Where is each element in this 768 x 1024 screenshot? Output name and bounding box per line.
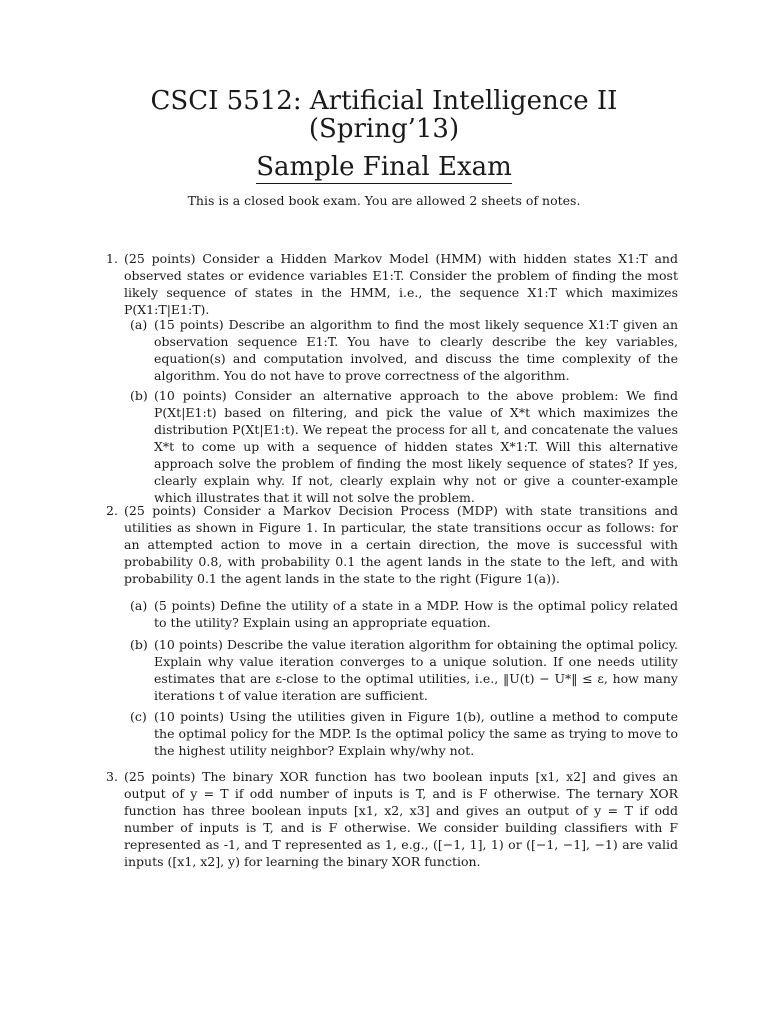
question-1-part-a	[130, 316, 678, 384]
part-text: (5 points) Define the utility of a state in a MDP. How is the optimal policy related to the utility? Explain using an appropriate equation.	[154, 598, 678, 630]
term-title: (Spring’13)	[308, 114, 460, 144]
question-2	[106, 502, 678, 587]
part-text: (10 points) Consider an alternative approach to the above problem: We find P(Xt|E1:t) based on filtering, and pick the value of X*t which maximizes the distribution P(Xt|E1:t). We repeat the process for all t, and concatenate the values X*t to come up with a sequence of hidden states X*1:T. Will this alternative approach solve the problem of finding the most likely sequence of states? If yes, clearly explain why. If not, clearly explain why not or give a counter-example which illustrates that it will not solve the problem.	[154, 388, 678, 505]
question-number: 1.	[106, 251, 118, 266]
exam-instructions: This is a closed book exam. You are allowed 2 sheets of notes.	[187, 193, 581, 208]
question-text: (25 points) Consider a Markov Decision Process (MDP) with state transitions and utilities as shown in Figure 1. In particular, the state transitions occur as follows: for an attempted action to move in a certain direction, the move is successful with probability 0.8, with probability 0.1 the agent lands in the state to the left, and with probability 0.1 the agent lands in the state to the right (Figure 1(a)).	[124, 503, 678, 586]
part-text: (10 points) Describe the value iteration algorithm for obtaining the optimal policy. Explain why value iteration converges to a unique solution. If one needs utility estimates that are ε-close to the optimal utilities, i.e., ‖U(t) − U*‖ ≤ ε, how many iterations t of value iteration are sufficient.	[154, 637, 678, 703]
exam-title	[0, 152, 768, 184]
question-number: 3.	[106, 769, 118, 784]
part-label: (b)	[130, 388, 148, 403]
question-2-part-c	[130, 708, 678, 759]
question-number: 2.	[106, 503, 118, 518]
exam-title-text: Sample Final Exam	[256, 152, 512, 182]
question-2-part-b	[130, 636, 678, 704]
question-text: (25 points) The binary XOR function has two boolean inputs [x1, x2] and gives an output of y = T if odd number of inputs is T, and is F otherwise. The ternary XOR function has three boolean inputs [x1, x2, x3] and gives an output of y = T if odd number of inputs is T, and is F otherwise. We consider building classifiers with F represented as -1, and T represented as 1, e.g., ([−1, 1], 1) or ([−1, −1], −1) are valid inputs ([x1, x2], y) for learning the binary XOR function.	[124, 769, 678, 869]
course-title: CSCI 5512: Artificial Intelligence II	[150, 86, 618, 116]
part-label: (a)	[130, 317, 148, 332]
question-2-part-a	[130, 597, 678, 631]
part-label: (b)	[130, 637, 148, 652]
question-1	[106, 250, 678, 318]
part-text: (10 points) Using the utilities given in Figure 1(b), outline a method to compute the optimal policy for the MDP. Is the optimal policy the same as trying to move to the highest utility neighbor? Explain why/why not.	[154, 709, 678, 758]
part-label: (a)	[130, 598, 148, 613]
question-1-part-b	[130, 387, 678, 506]
part-label: (c)	[130, 709, 147, 724]
question-text: (25 points) Consider a Hidden Markov Model (HMM) with hidden states X1:T and observed states or evidence variables E1:T. Consider the problem of finding the most likely sequence of states in the HMM, i.e., the sequence X1:T which maximizes P(X1:T|E1:T).	[124, 251, 678, 317]
part-text: (15 points) Describe an algorithm to find the most likely sequence X1:T given an observation sequence E1:T. You have to clearly describe the key variables, equation(s) and computation involved, and discuss the time complexity of the algorithm. You do not have to prove correctness of the algorithm.	[154, 317, 678, 383]
question-3	[106, 768, 678, 870]
